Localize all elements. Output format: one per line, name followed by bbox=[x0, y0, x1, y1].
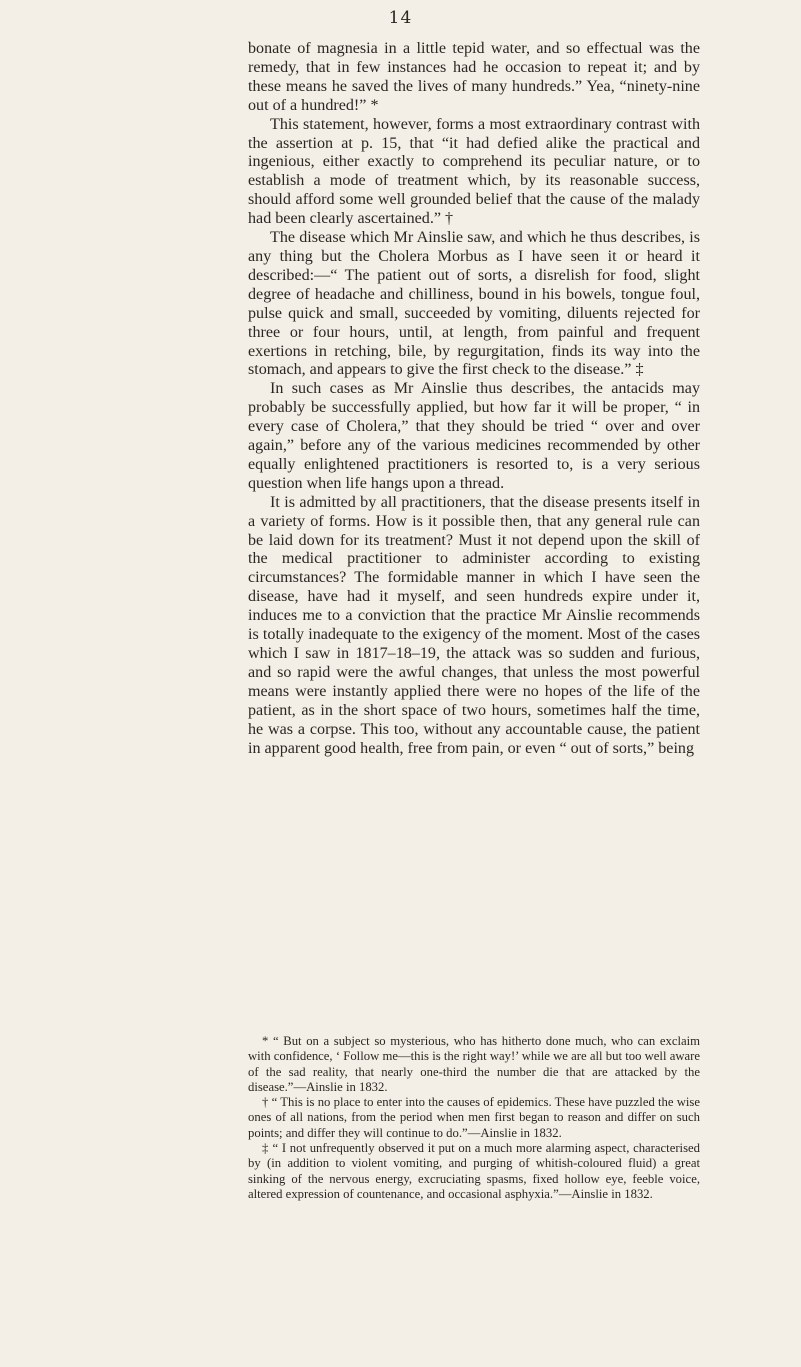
paragraph: The disease which Mr Ainslie saw, and which he thus describes, is any thing but the Cholera Morbus as I have seen it or heard it described:—“ The patient out of sorts, a disrelish for food, slight degree of headache and chilliness, bound in his bowels, tongue foul, pulse quick and small, succeeded by vomiting, diluents rejected for three or four hours, until, at length, from painful and frequent exertions in retching, bile, by regurgitation, finds its way into the stomach, and appears to give the first check to the disease.” ‡ bbox=[248, 229, 700, 379]
footnote: * “ But on a subject so mysterious, who has hitherto done much, who can exclaim with confidence, ‘ Follow me—this is the right way!’ while we are all but too well aware of the sad reality, that nearly one-third the number die that are attacked by the disease.”—Ainslie in 1832. bbox=[248, 1034, 700, 1094]
paragraph: This statement, however, forms a most extraordinary contrast with the assertion at p. 15, that “it had defied alike the practical and ingenious, either exactly to comprehend its peculiar nature, or to establish a mode of treatment which, by its reasonable success, should afford some well grounded belief that the cause of the malady had been clearly ascertained.” † bbox=[248, 115, 700, 228]
paragraph: It is admitted by all practitioners, that the disease presents itself in a variety of forms. How is it possible then, that any general rule can be laid down for its treatment? Must it not depend upon the skill of the medical practitioner to administer according to existing circumstances? The formidable manner in which I have seen the disease, have had it myself, and seen hundreds expire under it, induces me to a conviction that the practice Mr Ainslie recommends is totally inadequate to the exigency of the moment. Most of the cases which I saw in 1817–18–19, the attack was so sudden and furious, and so rapid were the awful changes, that unless the most powerful means were instantly applied there were no hopes of the life of the patient, as in the short space of two hours, sometimes half the time, he was a corpse. This too, without any accountable cause, the patient in apparent good health, free from pain, or even “ out of sorts,” being bbox=[248, 493, 700, 757]
paragraph: bonate of magnesia in a little tepid water, and so effectual was the remedy, that in few instances had he occasion to repeat it; and by these means he saved the lives of many hundreds.” Yea, “ninety-nine out of a hundred!” * bbox=[248, 40, 700, 114]
footnotes bbox=[248, 1034, 700, 1202]
paragraph: In such cases as Mr Ainslie thus describes, the antacids may probably be successfully applied, but how far it will be proper, “ in every case of Cholera,” that they should be tried “ over and over again,” before any of the various medicines recommended by other equally enlightened practitioners is resorted to, is a very serious question when life hangs upon a thread. bbox=[248, 380, 700, 492]
body-text bbox=[248, 40, 700, 758]
footnote: † “ This is no place to enter into the causes of epidemics. These have puzzled the wise ones of all nations, from the period when men first began to reason and differ on such points; and differ they will continue to do.”—Ainslie in 1832. bbox=[248, 1095, 700, 1140]
footnote: ‡ “ I not unfrequently observed it put on a much more alarming aspect, characterised by (in addition to violent vomiting, and purging of whitish-coloured fluid) a great sinking of the nervous energy, excruciating spasms, fixed hollow eye, feeble voice, altered expression of countenance, and occasional asphyxia.”—Ainslie in 1832. bbox=[248, 1141, 700, 1201]
page-number: 14 bbox=[388, 8, 413, 28]
